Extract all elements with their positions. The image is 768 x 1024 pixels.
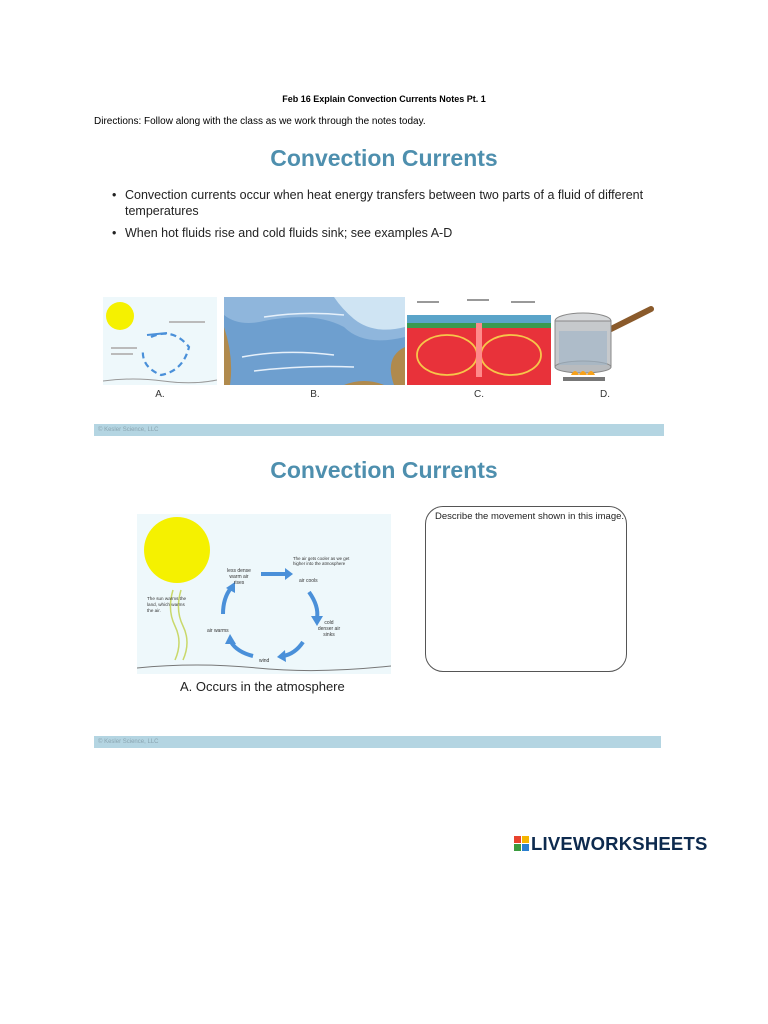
slide2-title: Convection Currents	[270, 457, 498, 483]
slide2-footer-bar	[94, 736, 661, 748]
label-wind: wind	[259, 658, 270, 664]
panel-d-image	[553, 297, 657, 385]
describe-answer-box[interactable]	[425, 506, 627, 672]
slide1-title: Convection Currents	[270, 145, 498, 171]
liveworksheets-logo-icon	[514, 836, 530, 853]
describe-prompt: Describe the movement shown in this image.	[435, 511, 625, 522]
document-title: Feb 16 Explain Convection Currents Notes Pt. 1	[282, 94, 486, 104]
atmosphere-diagram	[137, 514, 391, 674]
slide2-footer-text: © Kesler Science, LLC	[98, 739, 159, 745]
label-cold-sinks: cold denser air sinks	[317, 620, 341, 638]
slide1-footer-bar	[94, 424, 664, 436]
slide1-bullet-list	[112, 187, 652, 247]
panel-d-label: D.	[600, 389, 610, 400]
label-air-cools: air cools	[299, 578, 318, 584]
panel-c-image	[407, 297, 551, 385]
label-air-warms: air warms	[207, 628, 229, 634]
panel-b-image	[224, 297, 405, 385]
panel-b-label: B.	[310, 389, 320, 400]
label-sun-warms: The sun warms the land, which warms the air.	[147, 596, 187, 613]
directions-text: Directions: Follow along with the class as we work through the notes today.	[94, 116, 426, 127]
panel-c-label: C.	[474, 389, 484, 400]
label-cooler-air: The air gets cooler as we get higher into the atmosphere	[293, 556, 350, 566]
sun-icon	[144, 517, 210, 583]
liveworksheets-logo-text: LIVEWORKSHEETS	[531, 833, 708, 854]
bullet-item: • Convection currents occur when heat energy transfers between two parts of a fluid of different temperatures	[112, 187, 652, 219]
panel-a-image	[103, 297, 217, 385]
panel-a-label: A.	[155, 389, 165, 400]
label-less-dense: less dense warm air rises	[227, 568, 251, 586]
bullet-item: • When hot fluids rise and cold fluids sink; see examples A-D	[112, 225, 652, 241]
slide1-footer-text: © Kesler Science, LLC	[98, 427, 159, 433]
diagram-caption: A. Occurs in the atmosphere	[180, 679, 345, 694]
